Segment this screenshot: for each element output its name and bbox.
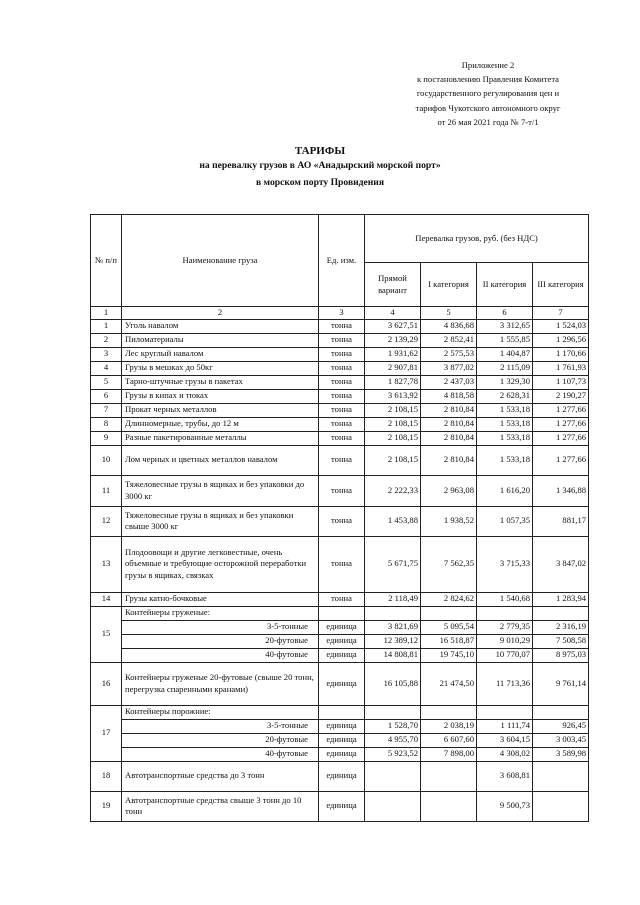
table-row <box>91 431 589 445</box>
table-row <box>91 506 589 536</box>
row-name: Лом черных и цветных металлов навалом <box>122 445 319 475</box>
value-cat3: 3 589,98 <box>533 747 589 761</box>
table-row <box>91 445 589 475</box>
row-unit: тонна <box>319 333 365 347</box>
col-number: 1 <box>91 307 122 320</box>
header-name: Наименование груза <box>122 215 319 307</box>
row-unit: тонна <box>319 592 365 606</box>
table-row <box>91 417 589 431</box>
row-unit: единица <box>319 634 365 648</box>
table-row <box>91 606 589 620</box>
value-cat1: 5 095,54 <box>421 620 477 634</box>
value-cat3: 881,17 <box>533 506 589 536</box>
header-cat3: III категория <box>533 263 589 307</box>
table-row <box>91 475 589 506</box>
table-row <box>91 592 589 606</box>
value-direct: 2 139,29 <box>365 333 421 347</box>
table-row <box>91 634 589 648</box>
row-name: Тяжеловесные грузы в ящиках и без упаковки до 3000 кг <box>122 475 319 506</box>
value-cat2: 11 713,36 <box>477 662 533 705</box>
value-cat3 <box>533 791 589 821</box>
row-name: Тяжеловесные грузы в ящиках и без упаковки свыше 3000 кг <box>122 506 319 536</box>
table-row <box>91 333 589 347</box>
document-subtitle: на перевалку грузов в АО «Анадырский морской порт» <box>199 160 441 171</box>
value-direct: 14 808,81 <box>365 648 421 662</box>
column-numbers-row <box>91 307 589 320</box>
value-cat3: 1 170,66 <box>533 347 589 361</box>
table-body-tail <box>91 606 589 821</box>
row-subname: 40-футовые <box>122 648 319 662</box>
row-name: Пиломатериалы <box>122 333 319 347</box>
row-unit: единица <box>319 662 365 705</box>
value-cat2: 1 616,20 <box>477 475 533 506</box>
value-cat1: 2 575,53 <box>421 347 477 361</box>
table-row <box>91 662 589 705</box>
row-num: 16 <box>91 662 122 705</box>
row-unit: единица <box>319 648 365 662</box>
row-name: Грузы в мешках до 50кг <box>122 361 319 375</box>
row-name: Грузы катно-бочковые <box>122 592 319 606</box>
value-cat2: 1 111,74 <box>477 719 533 733</box>
table-row <box>91 319 589 333</box>
value-cat3: 9 761,14 <box>533 662 589 705</box>
value-cat1: 7 898,00 <box>421 747 477 761</box>
value-cat2: 3 604,15 <box>477 733 533 747</box>
row-name: Автотранспортные средства свыше 3 тонн до 10 тонн <box>122 791 319 821</box>
row-num: 12 <box>91 506 122 536</box>
value-cat1: 4 836,68 <box>421 319 477 333</box>
value-cat2: 3 312,65 <box>477 319 533 333</box>
value-cat1: 21 474,50 <box>421 662 477 705</box>
col-number: 5 <box>421 307 477 320</box>
table-row <box>91 403 589 417</box>
value-cat2: 1 057,35 <box>477 506 533 536</box>
table-row <box>91 705 589 719</box>
col-number: 2 <box>122 307 319 320</box>
value-cat1 <box>421 761 477 791</box>
col-number: 6 <box>477 307 533 320</box>
value-cat3: 1 277,66 <box>533 431 589 445</box>
row-name: Контейнеры порожние: <box>122 705 319 719</box>
row-unit: тонна <box>319 319 365 333</box>
table-row <box>91 747 589 761</box>
row-name: Контейнеры груженые: <box>122 606 319 620</box>
row-num: 6 <box>91 389 122 403</box>
table-body <box>91 319 589 606</box>
value-direct: 2 222,33 <box>365 475 421 506</box>
row-unit: тонна <box>319 445 365 475</box>
row-num: 3 <box>91 347 122 361</box>
value-cat2: 4 308,02 <box>477 747 533 761</box>
value-cat3: 1 296,56 <box>533 333 589 347</box>
header-cat1: I категория <box>421 263 477 307</box>
value-direct: 5 671,75 <box>365 536 421 592</box>
value-cat3: 926,45 <box>533 719 589 733</box>
value-cat3: 8 975,03 <box>533 648 589 662</box>
row-subname: 40-футовые <box>122 747 319 761</box>
value-direct: 12 389,12 <box>365 634 421 648</box>
value-direct: 5 923,52 <box>365 747 421 761</box>
row-num: 10 <box>91 445 122 475</box>
value-cat3: 1 524,03 <box>533 319 589 333</box>
appendix-line: Приложение 2 <box>461 60 515 70</box>
value-cat2: 2 779,35 <box>477 620 533 634</box>
row-unit: тонна <box>319 389 365 403</box>
value-cat2: 1 329,30 <box>477 375 533 389</box>
table-row <box>91 375 589 389</box>
row-num: 7 <box>91 403 122 417</box>
value-direct: 3 627,51 <box>365 319 421 333</box>
value-cat1: 7 562,35 <box>421 536 477 592</box>
table-row <box>91 536 589 592</box>
row-name: Автотранспортные средства до 3 тонн <box>122 761 319 791</box>
value-cat3: 1 346,88 <box>533 475 589 506</box>
value-cat1 <box>421 791 477 821</box>
row-subname: 20-футовые <box>122 733 319 747</box>
value-direct: 1 453,88 <box>365 506 421 536</box>
row-num: 18 <box>91 761 122 791</box>
value-cat2: 2 628,31 <box>477 389 533 403</box>
value-cat3: 3 847,02 <box>533 536 589 592</box>
row-subname: 20-футовые <box>122 634 319 648</box>
row-name: Грузы в кипах и тюках <box>122 389 319 403</box>
header-num: № п/п <box>91 215 122 307</box>
value-direct: 2 108,15 <box>365 431 421 445</box>
row-unit: единица <box>319 761 365 791</box>
row-num: 14 <box>91 592 122 606</box>
row-num: 8 <box>91 417 122 431</box>
row-num: 15 <box>91 606 122 662</box>
value-cat3: 1 761,93 <box>533 361 589 375</box>
row-name: Тарно-штучные грузы в пакетах <box>122 375 319 389</box>
row-num: 2 <box>91 333 122 347</box>
row-unit: единица <box>319 791 365 821</box>
row-name: Плодоовощи и другие легковестные, очень объемные и требующие осторожной переработки грузы в ящиках, связках <box>122 536 319 592</box>
row-unit: тонна <box>319 347 365 361</box>
row-name: Разные пакетированные металлы <box>122 431 319 445</box>
table-row <box>91 719 589 733</box>
value-direct: 2 108,15 <box>365 445 421 475</box>
row-num: 9 <box>91 431 122 445</box>
row-num: 5 <box>91 375 122 389</box>
value-cat3: 1 277,66 <box>533 445 589 475</box>
row-name: Прокат черных металлов <box>122 403 319 417</box>
value-cat3: 1 283,94 <box>533 592 589 606</box>
value-direct: 3 821,69 <box>365 620 421 634</box>
row-unit: тонна <box>319 375 365 389</box>
value-direct: 1 827,78 <box>365 375 421 389</box>
value-cat2: 1 533,18 <box>477 403 533 417</box>
row-name: Лес круглый навалом <box>122 347 319 361</box>
value-cat2: 10 770,07 <box>477 648 533 662</box>
row-unit: тонна <box>319 403 365 417</box>
value-cat1: 2 038,19 <box>421 719 477 733</box>
tariffs-table <box>90 214 589 822</box>
value-direct: 2 907,81 <box>365 361 421 375</box>
row-unit: тонна <box>319 417 365 431</box>
value-cat3: 1 277,66 <box>533 417 589 431</box>
table-row <box>91 347 589 361</box>
col-number: 3 <box>319 307 365 320</box>
value-direct: 3 613,92 <box>365 389 421 403</box>
value-cat2: 1 533,18 <box>477 431 533 445</box>
value-cat1: 2 437,03 <box>421 375 477 389</box>
row-unit: единица <box>319 620 365 634</box>
row-unit: тонна <box>319 506 365 536</box>
value-cat1: 16 518,87 <box>421 634 477 648</box>
value-cat2: 9 010,29 <box>477 634 533 648</box>
value-cat1: 4 818,58 <box>421 389 477 403</box>
row-unit: единица <box>319 747 365 761</box>
value-cat2: 3 715,33 <box>477 536 533 592</box>
row-unit: тонна <box>319 475 365 506</box>
value-cat1: 2 963,08 <box>421 475 477 506</box>
row-subname: 3-5-тонные <box>122 620 319 634</box>
value-cat1: 2 852,41 <box>421 333 477 347</box>
row-name: Уголь навалом <box>122 319 319 333</box>
header-unit: Ед. изм. <box>319 215 365 307</box>
appendix-line: к постановлению Правления Комитета <box>416 74 559 85</box>
row-subname: 3-5-тонные <box>122 719 319 733</box>
value-direct <box>365 761 421 791</box>
value-cat1: 1 938,52 <box>421 506 477 536</box>
value-cat2: 1 540,68 <box>477 592 533 606</box>
value-cat3: 1 107,73 <box>533 375 589 389</box>
value-cat1: 2 810,84 <box>421 445 477 475</box>
value-cat1: 3 877,02 <box>421 361 477 375</box>
value-cat3: 7 508,58 <box>533 634 589 648</box>
table-row <box>91 648 589 662</box>
table-row <box>91 361 589 375</box>
value-direct: 2 118,49 <box>365 592 421 606</box>
value-cat1: 6 607,60 <box>421 733 477 747</box>
appendix-block <box>388 58 588 129</box>
value-cat3: 2 316,19 <box>533 620 589 634</box>
value-cat2: 1 555,85 <box>477 333 533 347</box>
value-direct: 4 955,70 <box>365 733 421 747</box>
appendix-line: от 26 мая 2021 года № 7-т/1 <box>437 116 539 127</box>
value-direct: 1 931,62 <box>365 347 421 361</box>
value-cat2: 9 500,73 <box>477 791 533 821</box>
col-number: 7 <box>533 307 589 320</box>
table-row <box>91 791 589 821</box>
value-cat1: 19 745,10 <box>421 648 477 662</box>
value-cat1: 2 810,84 <box>421 431 477 445</box>
row-num: 17 <box>91 705 122 761</box>
table-row <box>91 620 589 634</box>
appendix-line: тарифов Чукотского автономного округ <box>415 102 561 113</box>
row-num: 1 <box>91 319 122 333</box>
row-num: 19 <box>91 791 122 821</box>
row-num: 4 <box>91 361 122 375</box>
row-num: 13 <box>91 536 122 592</box>
table-row <box>91 389 589 403</box>
value-cat1: 2 824,62 <box>421 592 477 606</box>
value-cat2: 1 404,87 <box>477 347 533 361</box>
value-cat2: 3 608,81 <box>477 761 533 791</box>
row-unit: тонна <box>319 361 365 375</box>
value-cat1: 2 810,84 <box>421 417 477 431</box>
value-direct: 1 528,70 <box>365 719 421 733</box>
value-cat2: 1 533,18 <box>477 417 533 431</box>
row-unit: тонна <box>319 431 365 445</box>
value-cat1: 2 810,84 <box>421 403 477 417</box>
row-name: Контейнеры груженые 20-футовые (свыше 20 тонн, перегрузка спаренными кранами) <box>122 662 319 705</box>
row-num: 11 <box>91 475 122 506</box>
value-direct: 16 105,88 <box>365 662 421 705</box>
header-group: Перевалка грузов, руб. (без НДС) <box>365 215 589 263</box>
value-cat2: 2 115,09 <box>477 361 533 375</box>
header-cat2: II категория <box>477 263 533 307</box>
value-cat3: 3 003,45 <box>533 733 589 747</box>
row-name: Длинномерные, трубы, до 12 м <box>122 417 319 431</box>
document-subtitle-port: в морском порту Провидения <box>255 177 385 188</box>
document-title: ТАРИФЫ <box>294 145 346 157</box>
table-row <box>91 761 589 791</box>
header-direct: Прямой вариант <box>365 263 421 307</box>
value-cat3: 1 277,66 <box>533 403 589 417</box>
col-number: 4 <box>365 307 421 320</box>
row-unit: единица <box>319 733 365 747</box>
value-direct <box>365 791 421 821</box>
table-row <box>91 733 589 747</box>
row-unit: единица <box>319 719 365 733</box>
value-cat3 <box>533 761 589 791</box>
value-direct: 2 108,15 <box>365 403 421 417</box>
value-direct: 2 108,15 <box>365 417 421 431</box>
value-cat3: 2 190,27 <box>533 389 589 403</box>
row-unit: тонна <box>319 536 365 592</box>
appendix-line: государственного регулирования цен и <box>416 88 560 99</box>
value-cat2: 1 533,18 <box>477 445 533 475</box>
